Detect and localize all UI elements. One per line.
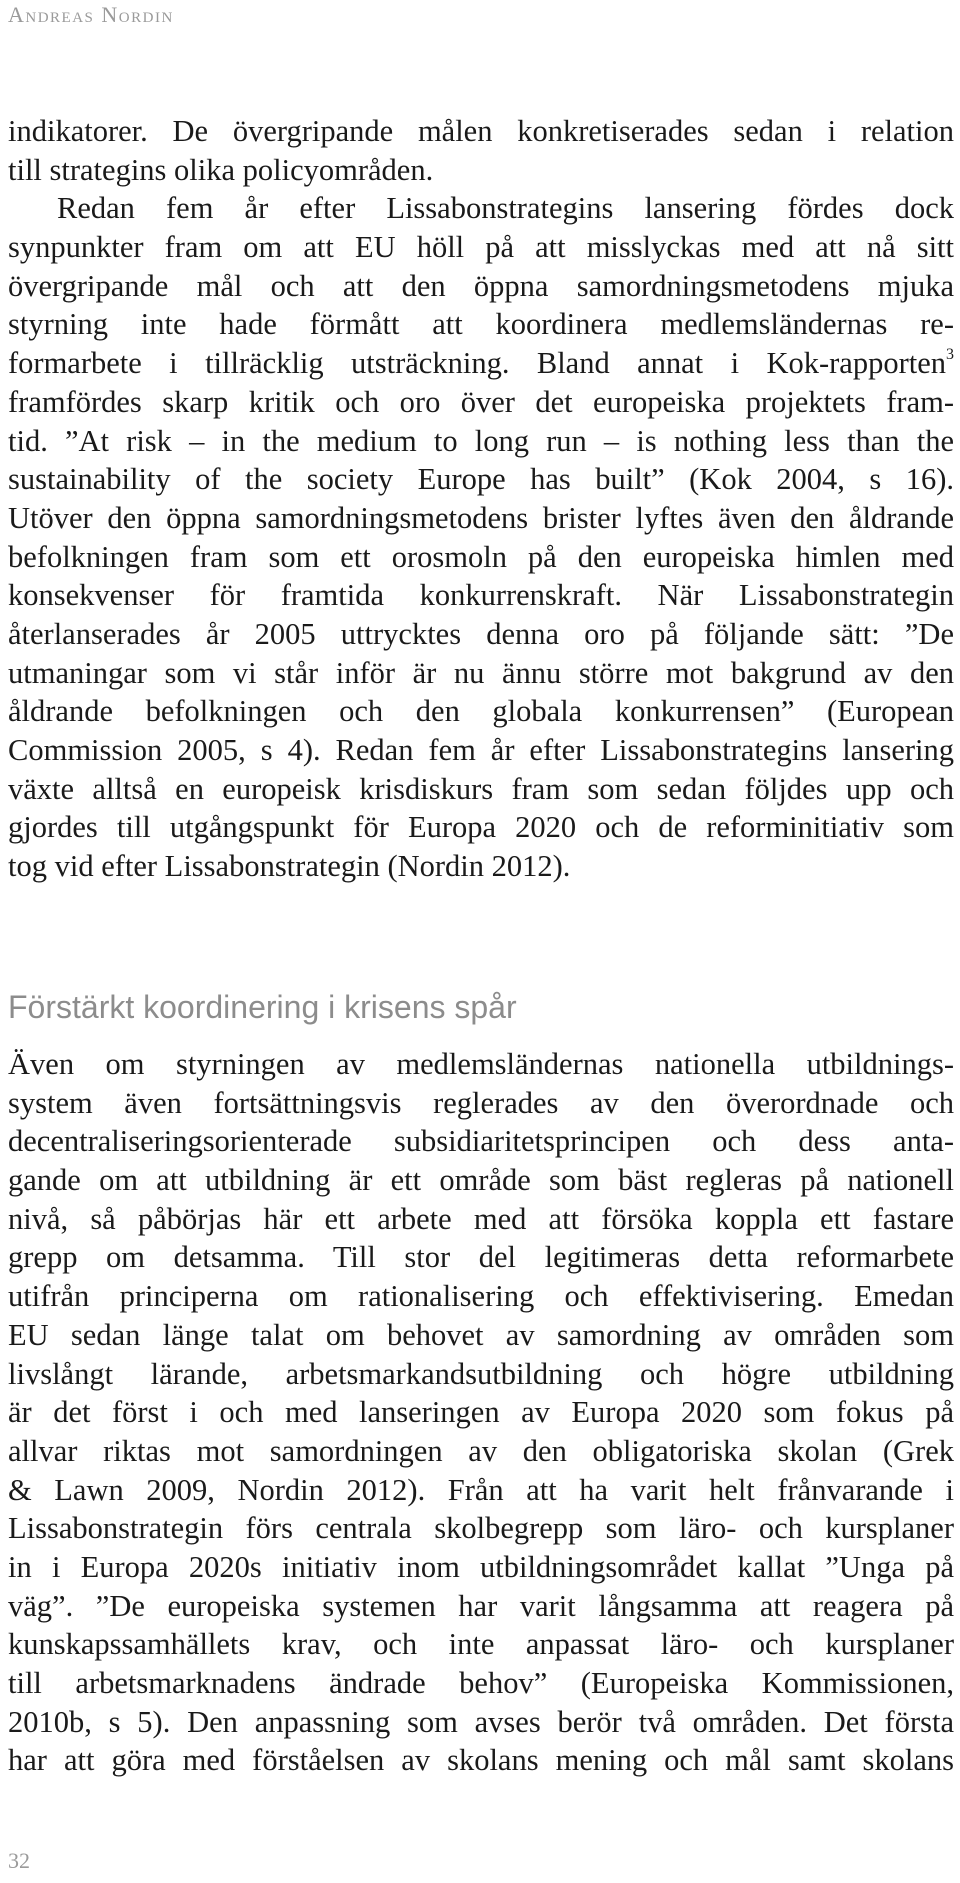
text-line: till strategins olika policyområden. [8,152,434,187]
body-text-section-2 [8,1045,954,1780]
text-line: synpunkter fram om att EU höll på att misslyckas med att nå sitt [8,230,954,265]
text-line: formarbete i tillräcklig utsträckning. Bland annat i Kok-rapporten$^3$ [8,346,954,381]
text-line: växte alltså en europeisk krisdiskurs fram som sedan följdes upp och [8,771,954,806]
text-line: kunskapssamhällets krav, och inte anpassat läro- och kursplaner [8,1627,954,1662]
text-line: & Lawn 2009, Nordin 2012). Från att ha varit helt frånvarande i [8,1472,954,1507]
footnote-marker: 3 [946,346,954,364]
text-line: har att göra med förståelsen av skolans mening och mål samt skolans [8,1743,954,1778]
text-line: framfördes skarp kritik och oro över det europeiska projektets fram- [8,384,954,419]
text-line: gande om att utbildning är ett område som bäst regleras på nationell [8,1163,954,1198]
text-line: konsekvenser för framtida konkurrenskraft. När Lissabonstrategin [8,578,954,613]
text-line: sustainability of the society Europe has built” (Kok 2004, s 16). [8,462,954,497]
text-line: 2010b, s 5). Den anpassning som avses berör två områden. Det första [8,1704,954,1739]
text-line: åldrande befolkningen och den globala konkurrensen” (European [8,694,954,729]
section-heading: Förstärkt koordinering i krisens spår [8,989,517,1025]
text-line: decentraliseringsorienterade subsidiaritetsprincipen och dess anta- [8,1124,954,1159]
text-line: är det först i och med lanseringen av Europa 2020 som fokus på [8,1395,954,1430]
text-line: till arbetsmarknadens ändrade behov” (Europeiska Kommissionen, [8,1666,954,1700]
page-number: 32 [8,1848,30,1873]
text-line: väg”. ”De europeiska systemen har varit långsamma att reagera på [8,1588,954,1623]
text-line: livslångt lärande, arbetsmarkandsutbildning och högre utbildning [8,1356,954,1391]
text-line: Även om styrningen av medlemsländernas nationella utbildnings- [8,1047,954,1081]
text-line: tid. ”At risk – in the medium to long run – is nothing less than the [8,423,954,458]
text-line: styrning inte hade förmått att koordinera medlemsländernas re- [8,307,954,342]
text-line: Redan fem år efter Lissabonstrategins lansering fördes dock [57,191,954,226]
text-line: Commission 2005, s 4). Redan fem år efter Lissabonstrategins lansering [8,733,954,767]
text-line: nivå, så påbörjas här ett arbete med att försöka koppla ett fastare [8,1201,954,1236]
text-line: övergripande mål och att den öppna samordningsmetodens mjuka [8,268,954,303]
running-head: Andreas Nordin [8,2,174,27]
text-line: allvar riktas mot samordningen av den obligatoriska skolan (Grek [8,1433,954,1468]
body-text-section-1 [8,112,954,886]
text-line: Lissabonstrategin förs centrala skolbegrepp som läro- och kursplaner [8,1511,954,1546]
text-line: in i Europa 2020s initiativ inom utbildningsområdet kallat ”Unga på [8,1549,954,1584]
text-line: utmaningar som vi står inför är nu ännu större mot bakgrund av den [8,655,954,690]
text-line: befolkningen fram som ett orosmoln på den europeiska himlen med [8,539,954,574]
text-line: system även fortsättningsvis reglerades av den överordnade och [8,1085,954,1120]
text-line: EU sedan länge talat om behovet av samordning av områden som [8,1317,954,1352]
text-line: Utöver den öppna samordningsmetodens brister lyftes även den åldrande [8,500,954,535]
text-line: utifrån principerna om rationalisering och effektivisering. Emedan [8,1279,954,1314]
text-line: tog vid efter Lissabonstrategin (Nordin 2012). [8,849,571,884]
text-line: grepp om detsamma. Till stor del legitimeras detta reformarbete [8,1240,954,1275]
text-line: indikatorer. De övergripande målen konkretiserades sedan i relation [8,114,954,148]
text-line: gjordes till utgångspunkt för Europa 2020 och de reforminitiativ som [8,810,954,845]
text-line: återlanserades år 2005 uttrycktes denna oro på följande sätt: ”De [8,616,954,651]
